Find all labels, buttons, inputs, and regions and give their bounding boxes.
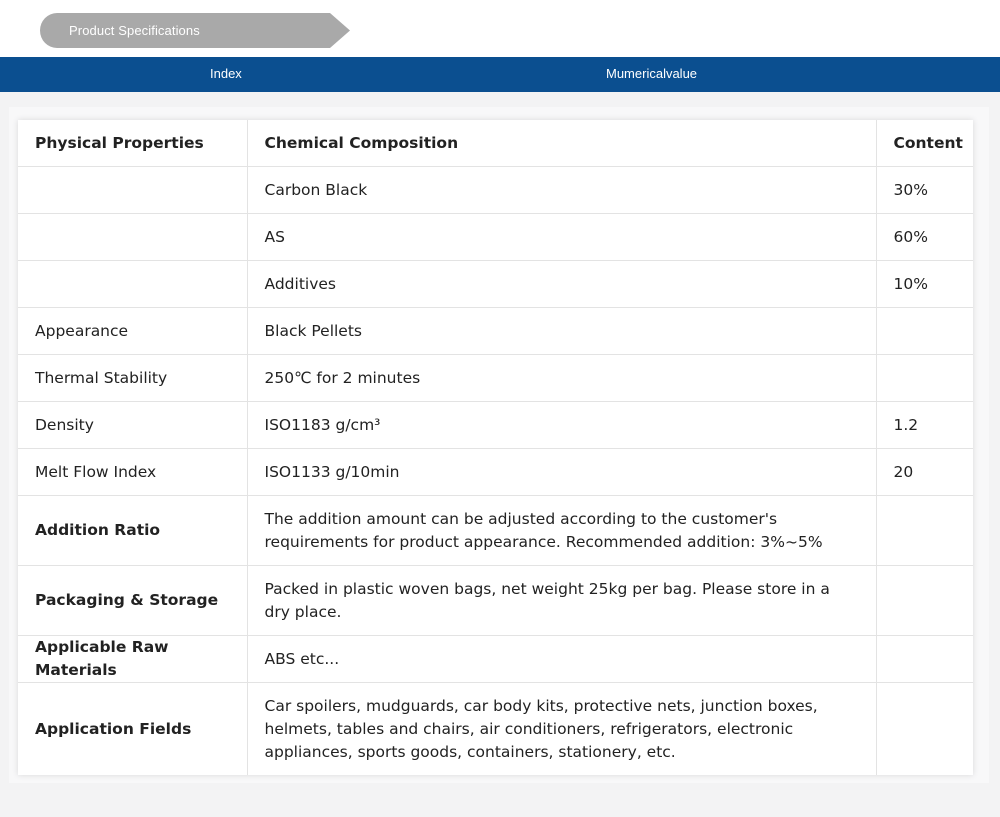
table-cell-content: 1.2 [876,402,973,449]
table-cell-property: Density [18,402,247,449]
spec-table-card [18,120,973,775]
table-cell-property [18,167,247,214]
header-index-label: Index [210,66,242,81]
table-cell-composition: The addition amount can be adjusted according to the customer's requirements for product appearance. Recommended addition: 3%~5% [247,496,876,566]
table-cell-content [876,636,973,683]
header-physical-properties: Physical Properties [18,120,247,167]
table-cell-property [18,214,247,261]
table-cell-composition: Additives [247,261,876,308]
table-cell-content [876,566,973,636]
table-cell-property [18,261,247,308]
spec-header-bar [0,57,1000,92]
table-cell-property: Addition Ratio [18,496,247,566]
table-row [18,214,973,261]
table-row [18,402,973,449]
table-row [18,449,973,496]
table-cell-property: Melt Flow Index [18,449,247,496]
header-content: Content [876,120,973,167]
table-cell-property: Application Fields [18,683,247,776]
table-row [18,167,973,214]
table-cell-content: 60% [876,214,973,261]
table-cell-content [876,355,973,402]
table-cell-composition: Packed in plastic woven bags, net weight 25kg per bag. Please store in a dry place. [247,566,876,636]
table-cell-composition: Car spoilers, mudguards, car body kits, protective nets, junction boxes, helmets, tables and chairs, air conditioners, refrigerators, electronic appliances, sports goods, containers, stationery, etc. [247,683,876,776]
table-cell-composition: ISO1183 g/cm³ [247,402,876,449]
table-cell-content: 20 [876,449,973,496]
table-cell-property: Packaging & Storage [18,566,247,636]
table-cell-content: 10% [876,261,973,308]
header-value-label: Mumericalvalue [606,66,698,81]
table-row [18,261,973,308]
tag-label: Product Specifications [69,23,200,38]
table-cell-composition: AS [247,214,876,261]
table-cell-property: Appearance [18,308,247,355]
table-cell-composition: Black Pellets [247,308,876,355]
table-cell-content [876,683,973,776]
table-row [18,683,973,776]
product-specifications-tag [40,13,350,48]
table-cell-property: Applicable Raw Materials [18,636,247,683]
table-row [18,308,973,355]
spec-table [18,120,973,775]
table-row [18,496,973,566]
table-row [18,636,973,683]
table-header-row [18,120,973,167]
table-cell-content: 30% [876,167,973,214]
table-cell-composition: ABS etc... [247,636,876,683]
table-cell-property: Thermal Stability [18,355,247,402]
table-row [18,355,973,402]
table-cell-composition: 250℃ for 2 minutes [247,355,876,402]
table-cell-content [876,308,973,355]
header-chemical-composition: Chemical Composition [247,120,876,167]
table-cell-composition: ISO1133 g/10min [247,449,876,496]
table-row [18,566,973,636]
table-cell-composition: Carbon Black [247,167,876,214]
table-cell-content [876,496,973,566]
